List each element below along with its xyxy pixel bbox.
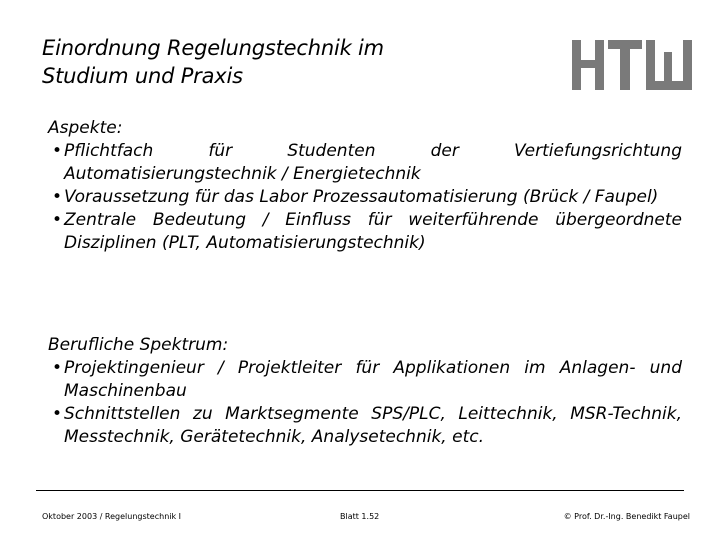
footer-divider — [36, 490, 684, 491]
footer-author: © Prof. Dr.-Ing. Benedikt Faupel — [563, 512, 690, 521]
slide-title-line-1: Einordnung Regelungstechnik im — [42, 36, 384, 60]
aspects-item: • Pflichtfach für Studenten der Vertiefungsrichtung Automatisierungstechnik / Energietechnik — [48, 140, 682, 186]
aspects-list — [48, 140, 682, 255]
htw-logo-mark — [572, 40, 692, 90]
aspects-heading: Aspekte: — [48, 118, 123, 138]
career-list — [48, 357, 682, 449]
footer-page-number: Blatt 1.52 — [340, 512, 380, 521]
career-item: • Schnittstellen zu Marktsegmente SPS/PLC, Leittechnik, MSR-Technik, Messtechnik, Gerätetechnik, Analysetechnik, etc. — [48, 403, 682, 449]
aspects-section — [48, 117, 682, 255]
career-heading: Berufliche Spektrum: — [48, 335, 229, 355]
htw-logo — [572, 40, 692, 90]
slide-title-line-2: Studium und Praxis — [42, 64, 243, 88]
footer-date-course: Oktober 2003 / Regelungstechnik I — [42, 512, 182, 521]
aspects-item: • Zentrale Bedeutung / Einfluss für weiterführende übergeordnete Disziplinen (PLT, Automatisierungstechnik) — [48, 209, 682, 255]
career-item: • Projektingenieur / Projektleiter für Applikationen im Anlagen- und Maschinenbau — [48, 357, 682, 403]
slide-title — [42, 34, 522, 90]
aspects-item: • Voraussetzung für das Labor Prozessautomatisierung (Brück / Faupel) — [48, 186, 682, 209]
career-section — [48, 334, 682, 449]
